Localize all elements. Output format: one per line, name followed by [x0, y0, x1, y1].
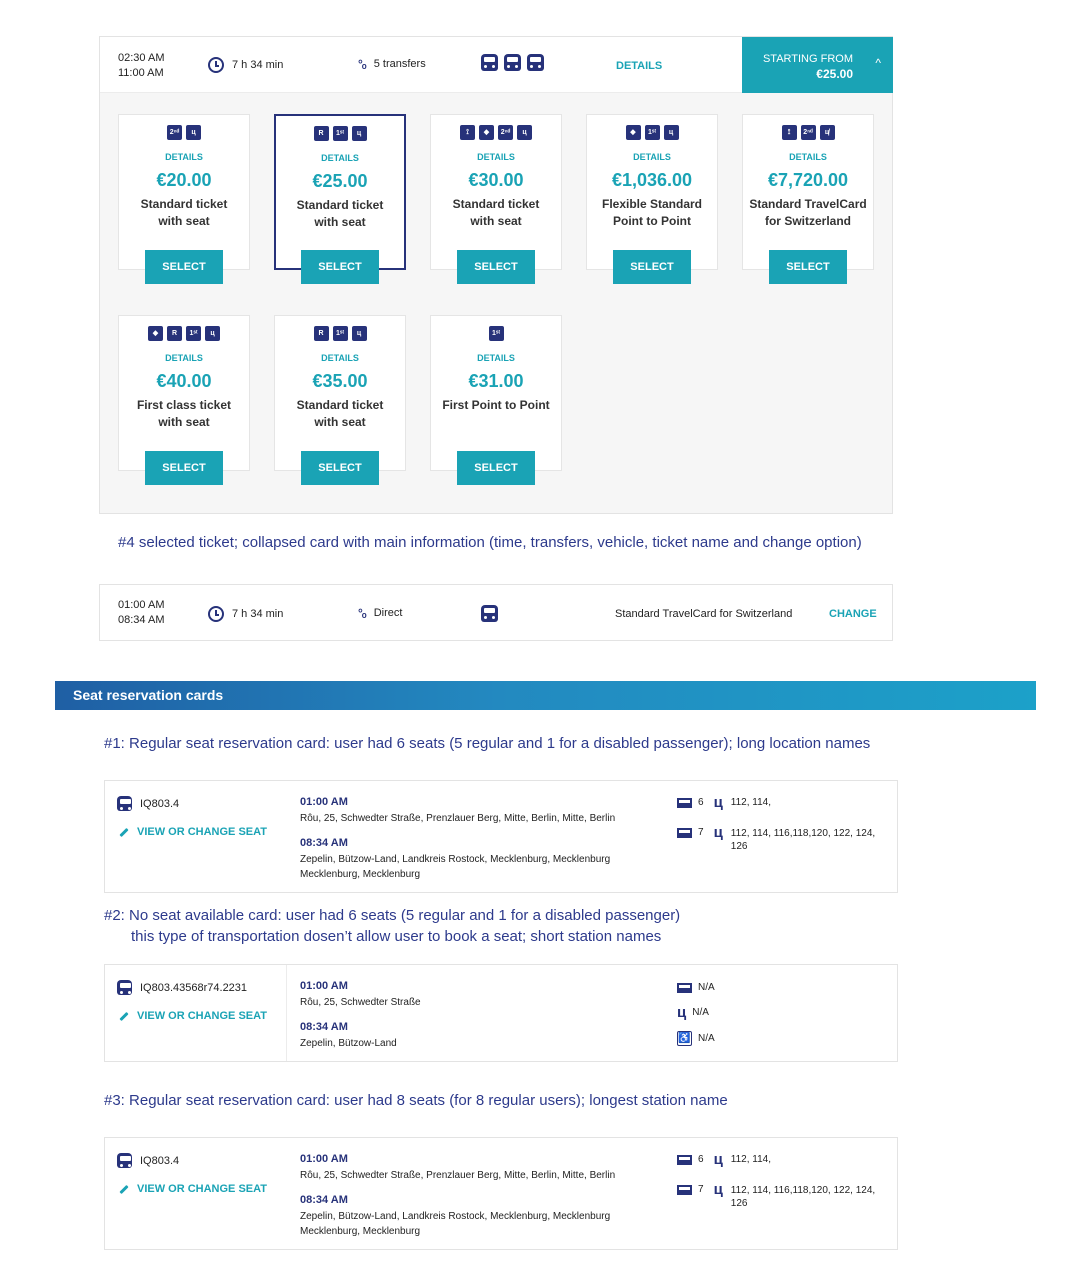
seat-icon: ц: [664, 125, 679, 140]
fare-price: €35.00: [312, 371, 368, 391]
to-time: 08:34 AM: [300, 1194, 348, 1206]
starting-price: €25.00: [816, 67, 853, 81]
select-button[interactable]: SELECT: [457, 451, 535, 485]
route-icon: °ₒ: [358, 606, 366, 620]
depart-time: 01:00 AM: [118, 599, 165, 611]
fare-badges: [587, 125, 717, 141]
seat-na-row: [677, 1004, 709, 1021]
select-button[interactable]: SELECT: [769, 250, 847, 284]
arrive-time: 08:34 AM: [118, 614, 165, 626]
fare-price: €20.00: [156, 170, 212, 190]
fare-badges: [119, 125, 249, 141]
note-selected-ticket: #4 selected ticket; collapsed card with main information (time, transfers, vehicle, ticket name and change option): [118, 534, 862, 551]
walk-icon: ⟟: [782, 125, 797, 140]
fare-name-line-2: Point to Point: [613, 214, 691, 228]
flexible-icon: ◆: [626, 125, 641, 140]
fare-name: [275, 397, 405, 431]
vehicle-id: [117, 1153, 179, 1168]
seat-numbers: 112, 114,: [730, 1154, 772, 1165]
seat-icon: ц: [205, 326, 220, 341]
transfers: [358, 606, 402, 620]
fare-details-link[interactable]: DETAILS: [165, 152, 203, 162]
reservation-icon: R: [167, 326, 182, 341]
carriage-icon: [677, 828, 692, 838]
fare-details-link[interactable]: DETAILS: [477, 152, 515, 162]
fare-name-line-2: with seat: [470, 214, 522, 228]
fare-name: [431, 196, 561, 230]
fare-details-link[interactable]: DETAILS: [321, 153, 359, 163]
fare-name: [587, 196, 717, 230]
from-location: Rôu, 25, Schwedter Straße: [300, 997, 421, 1008]
fare-name: [276, 197, 404, 231]
seat-card-1: [104, 780, 898, 893]
change-button[interactable]: CHANGE: [829, 608, 877, 620]
seat-na: N/A: [692, 1007, 709, 1018]
car-number: 6: [698, 1154, 704, 1165]
view-change-seat-label: VIEW OR CHANGE SEAT: [137, 826, 267, 838]
bus-icon: [504, 54, 521, 71]
depart-time: 02:30 AM: [118, 52, 165, 64]
transfers: [358, 57, 426, 71]
fare-card[interactable]: [586, 114, 718, 273]
fare-badges: [276, 126, 404, 142]
section-title: Seat reservation cards: [55, 681, 1036, 710]
seat-icon: ц: [713, 1181, 723, 1198]
seat-numbers: 112, 114, 116,118,120, 122, 124, 126: [730, 828, 876, 852]
carriage-icon: [677, 1185, 692, 1195]
vehicle-id: [117, 796, 179, 811]
journey-times: [118, 598, 164, 628]
note-card-3: #3: Regular seat reservation card: user had 8 seats (for 8 regular users); longest station name: [104, 1092, 728, 1109]
train-icon: [481, 605, 498, 622]
ticket-name: Standard TravelCard for Switzerland: [615, 608, 793, 620]
car-row-2: [677, 1181, 881, 1210]
seat-icon: ц: [713, 824, 723, 841]
journey-card-expanded: [99, 36, 893, 514]
fare-name: [743, 196, 873, 230]
arrive-time: 11:00 AM: [118, 67, 164, 79]
fare-name: [119, 397, 249, 431]
duration-text: 7 h 34 min: [232, 59, 284, 71]
first-class-icon: 1ˢᵗ: [333, 126, 348, 141]
seat-card-2: [104, 964, 898, 1062]
first-class-icon: 1ˢᵗ: [333, 326, 348, 341]
select-button[interactable]: SELECT: [145, 250, 223, 284]
journey-details-link[interactable]: DETAILS: [616, 60, 663, 72]
from-time: 01:00 AM: [300, 1153, 348, 1165]
car-na: N/A: [698, 982, 715, 993]
view-change-seat-button[interactable]: [119, 826, 267, 838]
to-location: Zepelin, Bützow-Land, Landkreis Rostock, Mecklenburg, Mecklenburg Mecklenburg, Mecklenburg: [300, 1211, 611, 1237]
reservation-icon: R: [314, 326, 329, 341]
vehicle-id-text: IQ803.4: [140, 1154, 180, 1167]
fare-badges: [431, 326, 561, 342]
fare-name-line-2: with seat: [314, 215, 366, 229]
starting-from-button[interactable]: [742, 37, 893, 93]
fare-name-line-1: Standard ticket: [296, 198, 384, 212]
fare-price: €30.00: [468, 170, 524, 190]
fare-details-link[interactable]: DETAILS: [633, 152, 671, 162]
fare-card[interactable]: [430, 315, 562, 474]
car-number: 7: [698, 827, 704, 838]
from-time: 01:00 AM: [300, 796, 348, 808]
fare-name-line-1: Standard ticket: [140, 197, 228, 211]
seat-numbers: 112, 114, 116,118,120, 122, 124, 126: [730, 1185, 876, 1209]
journey-times: [118, 51, 164, 81]
fare-name-line-1: Standard ticket: [296, 398, 384, 412]
from-time: 01:00 AM: [300, 980, 348, 992]
fare-card[interactable]: [118, 114, 250, 273]
from-location: Rôu, 25, Schwedter Straße, Prenzlauer Berg, Mitte, Berlin, Mitte, Berlin: [300, 813, 616, 824]
select-button[interactable]: SELECT: [613, 250, 691, 284]
fare-price: €7,720.00: [767, 170, 849, 190]
transfers-text: Direct: [373, 607, 403, 619]
seat-icon: ц: [186, 125, 201, 140]
car-row-1: [677, 794, 772, 811]
seat-card-3: [104, 1137, 898, 1250]
fare-name-line-2: with seat: [158, 415, 210, 429]
first-class-icon: 1ˢᵗ: [645, 125, 660, 140]
fare-card[interactable]: [118, 315, 250, 474]
divider: [286, 965, 287, 1061]
train-icon: [527, 54, 544, 71]
fare-card[interactable]: [274, 114, 406, 273]
fare-name: [119, 196, 249, 230]
wheelchair-icon: ♿: [678, 1033, 691, 1044]
car-number: 7: [698, 1184, 704, 1195]
transfers-text: 5 transfers: [373, 58, 426, 70]
second-class-icon: 2ⁿᵈ: [167, 125, 182, 140]
fare-price: €40.00: [156, 371, 212, 391]
carriage-icon: [677, 983, 692, 993]
journey-card-collapsed: [99, 584, 893, 641]
fare-card[interactable]: [430, 114, 562, 273]
view-change-seat-label: VIEW OR CHANGE SEAT: [137, 1010, 267, 1022]
note-card-1: #1: Regular seat reservation card: user had 6 seats (5 regular and 1 for a disabled passenger); long location names: [104, 735, 871, 752]
fare-price: €25.00: [312, 171, 368, 191]
carriage-icon: [677, 798, 692, 808]
fare-badges: [275, 326, 405, 342]
clock-icon: [208, 57, 224, 73]
to-location: Zepelin, Bützow-Land, Landkreis Rostock, Mecklenburg, Mecklenburg Mecklenburg, Mecklenburg: [300, 854, 611, 880]
car-row-1: [677, 1151, 772, 1168]
fare-details-link[interactable]: DETAILS: [789, 152, 827, 162]
fare-name-line-1: Standard TravelCard: [749, 197, 867, 211]
to-location: Zepelin, Bützow-Land: [300, 1038, 397, 1049]
route-icon: °ₒ: [358, 57, 366, 71]
fare-name: [431, 397, 561, 414]
pencil-icon: [119, 827, 128, 836]
select-button[interactable]: SELECT: [301, 250, 379, 284]
first-class-icon: 1ˢᵗ: [186, 326, 201, 341]
flexible-icon: ◆: [479, 125, 494, 140]
fare-name-line-2: with seat: [158, 214, 210, 228]
seat-numbers: 112, 114,: [730, 797, 772, 808]
seat-icon: ц: [352, 126, 367, 141]
flexible-icon: ◆: [148, 326, 163, 341]
fare-card[interactable]: [742, 114, 874, 273]
chevron-up-icon: ^: [875, 56, 881, 70]
pencil-icon: [119, 1011, 128, 1020]
to-time: 08:34 AM: [300, 837, 348, 849]
seat-icon: ц: [713, 1151, 723, 1168]
fare-price: €31.00: [468, 371, 524, 391]
fare-card[interactable]: [274, 315, 406, 474]
second-class-icon: 2ⁿᵈ: [498, 125, 513, 140]
car-icon: [481, 54, 498, 71]
from-location: Rôu, 25, Schwedter Straße, Prenzlauer Berg, Mitte, Berlin, Mitte, Berlin: [300, 1170, 616, 1181]
fare-name-line-2: with seat: [314, 415, 366, 429]
duration: [208, 57, 283, 73]
pencil-icon: [119, 1184, 128, 1193]
view-change-seat-label: VIEW OR CHANGE SEAT: [137, 1183, 267, 1195]
fare-badges: [119, 326, 249, 342]
walk-icon: ⟟: [460, 125, 475, 140]
car-na-row: [677, 982, 715, 993]
view-change-seat-button[interactable]: [119, 1183, 267, 1195]
duration-text: 7 h 34 min: [232, 608, 284, 620]
duration: [208, 606, 283, 622]
vehicle-id-text: IQ803.43568r74.2231: [140, 981, 248, 994]
journey-header[interactable]: [100, 37, 893, 93]
starting-label: STARTING FROM: [762, 53, 853, 65]
note-card-2a: #2: No seat available card: user had 6 seats (5 regular and 1 for a disabled passenger): [104, 907, 681, 924]
no-seat-icon: ц̸: [820, 125, 835, 140]
to-time: 08:34 AM: [300, 1021, 348, 1033]
car-number: 6: [698, 797, 704, 808]
select-button[interactable]: SELECT: [301, 451, 379, 485]
second-class-icon: 2ⁿᵈ: [801, 125, 816, 140]
train-icon: [117, 1153, 132, 1168]
fare-name-line-1: First Point to Point: [442, 398, 550, 412]
vehicle-id: [117, 980, 247, 995]
train-icon: [117, 980, 132, 995]
fare-name-line-1: First class ticket: [136, 398, 232, 412]
fare-name-line-2: for Switzerland: [764, 214, 851, 228]
fare-name-line-1: Standard ticket: [452, 197, 540, 211]
select-button[interactable]: SELECT: [145, 451, 223, 485]
fare-badges: [743, 125, 873, 141]
accessible-na: N/A: [698, 1033, 715, 1044]
fare-badges: [431, 125, 561, 141]
seat-icon: ц: [352, 326, 367, 341]
vehicle-id-text: IQ803.4: [140, 797, 180, 810]
reservation-icon: R: [314, 126, 329, 141]
fare-details-link[interactable]: DETAILS: [165, 353, 203, 363]
clock-icon: [208, 606, 224, 622]
car-row-2: [677, 824, 881, 853]
note-card-2b: this type of transportation dosen’t allow user to book a seat; short station names: [131, 928, 662, 945]
first-class-icon: 1ˢᵗ: [489, 326, 504, 341]
view-change-seat-button[interactable]: [119, 1010, 267, 1022]
accessible-na-row: [677, 1031, 715, 1046]
train-icon: [117, 796, 132, 811]
fare-details-link[interactable]: DETAILS: [321, 353, 359, 363]
fare-price: €1,036.00: [611, 170, 693, 190]
carriage-icon: [677, 1155, 692, 1165]
seat-icon: ц: [713, 794, 723, 811]
divider: [286, 781, 287, 892]
select-button[interactable]: SELECT: [457, 250, 535, 284]
fare-details-link[interactable]: DETAILS: [477, 353, 515, 363]
vehicle-icons: [481, 54, 544, 71]
seat-icon: ц: [677, 1004, 687, 1021]
fare-name-line-1: Flexible Standard: [601, 197, 703, 211]
seat-icon: ц: [517, 125, 532, 140]
